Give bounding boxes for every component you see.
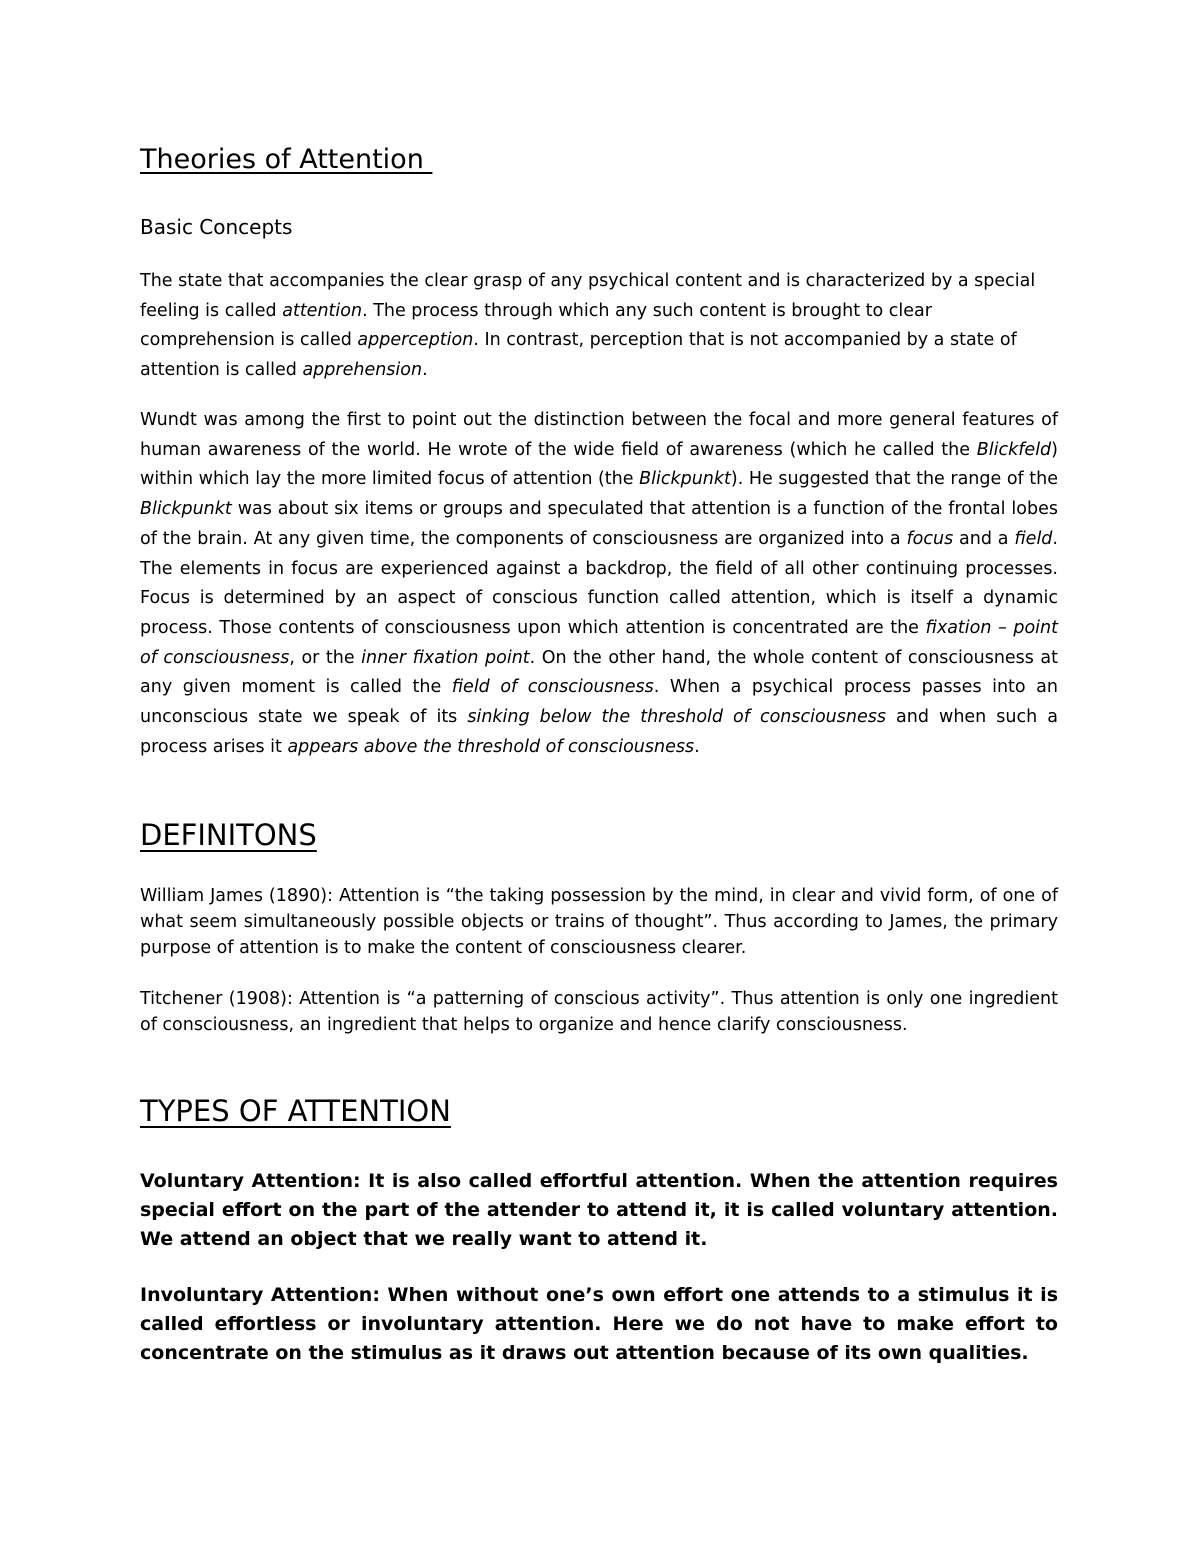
involuntary-attention-paragraph: Involuntary Attention: When without one’s own effort one attends to a stimulus it is called effortless or involuntary attention. Here we do not have to make effort to concentrate on the stimulus as it draws out attention because of its own qualities.	[140, 1284, 1058, 1364]
italic-term: focus	[906, 528, 954, 549]
definition-titchener: Titchener (1908): Attention is “a patterning of conscious activity”. Thus attention is only one ingredient of consciousness, an ingredient that helps to organize and hence clarify consciousness.	[140, 989, 1058, 1035]
italic-term: Blickpunkt	[639, 469, 731, 490]
text-run: Wundt was among the first to point out the distinction between the focal and more general features of human awareness of the world. He wrote of the wide field of awareness (which he called the	[140, 410, 1058, 460]
italic-term: sinking below the threshold of consciousness	[467, 707, 886, 728]
text-run: , or the	[289, 647, 362, 668]
text-run: and when such a process arises it	[140, 707, 1058, 757]
document-title: Theories of Attention	[140, 144, 433, 175]
italic-term: Blickfeld	[976, 439, 1052, 460]
text-run: and a	[953, 528, 1015, 549]
italic-term: field	[1014, 528, 1053, 549]
text-run: .	[694, 736, 700, 757]
italic-term: inner fixation point	[361, 647, 530, 668]
text-run: .	[422, 360, 428, 381]
text-run: . The elements in focus are experienced against a backdrop, the field of all other continuing processes. Focus is determined by an aspect of conscious function called attention, which is itself a dynamic process. Those contents of consciousness upon which attention is concentrated are the	[140, 528, 1058, 638]
italic-term: apperception	[357, 330, 474, 351]
text-run: The state that accompanies the clear grasp of any psychical content and is characterized by a special feeling is called	[140, 271, 1036, 321]
types-of-attention-heading: TYPES OF ATTENTION	[140, 1094, 451, 1128]
italic-term: Blickpunkt	[140, 499, 232, 520]
text-run: . In contrast, perception that is not accompanied by a state of attention is called	[140, 330, 1017, 381]
basic-concepts-paragraph-1	[140, 267, 1058, 386]
text-run: . On the other hand, the whole content of consciousness at any given moment is called the	[140, 647, 1059, 698]
text-run: ). He suggested that the range of the	[730, 469, 1058, 490]
text-run: . The process through which any such content is brought to clear comprehension is called	[140, 300, 932, 351]
italic-term: fixation – point of consciousness	[140, 617, 1059, 668]
text-run: ) within which lay the more limited focus of attention (the	[140, 439, 1058, 490]
definition-william-james: William James (1890): Attention is “the taking possession by the mind, in clear and vivid form, of one of what seem simultaneously possible objects or trains of thought”. Thus according to James, the primary purpose of attention is to make the content of consciousness clearer.	[140, 886, 1058, 958]
basic-concepts-heading: Basic Concepts	[140, 215, 293, 239]
text-run: was about six items or groups and speculated that attention is a function of the frontal lobes of the brain. At any given time, the components of consciousness are organized into a	[140, 499, 1058, 549]
italic-term: apprehension	[302, 360, 423, 381]
definitions-heading: DEFINITONS	[140, 818, 317, 852]
text-run: . When a psychical process passes into an unconscious state we speak of its	[140, 677, 1058, 728]
italic-term: attention	[282, 300, 363, 321]
voluntary-attention-paragraph: Voluntary Attention: It is also called effortful attention. When the attention requires special effort on the part of the attender to attend it, it is called voluntary attention. We attend an object that we really want to attend it.	[140, 1170, 1058, 1250]
basic-concepts-paragraph-2	[140, 406, 1058, 762]
italic-term: field of consciousness	[451, 677, 654, 698]
italic-term: appears above the threshold of consciousness	[287, 736, 695, 757]
